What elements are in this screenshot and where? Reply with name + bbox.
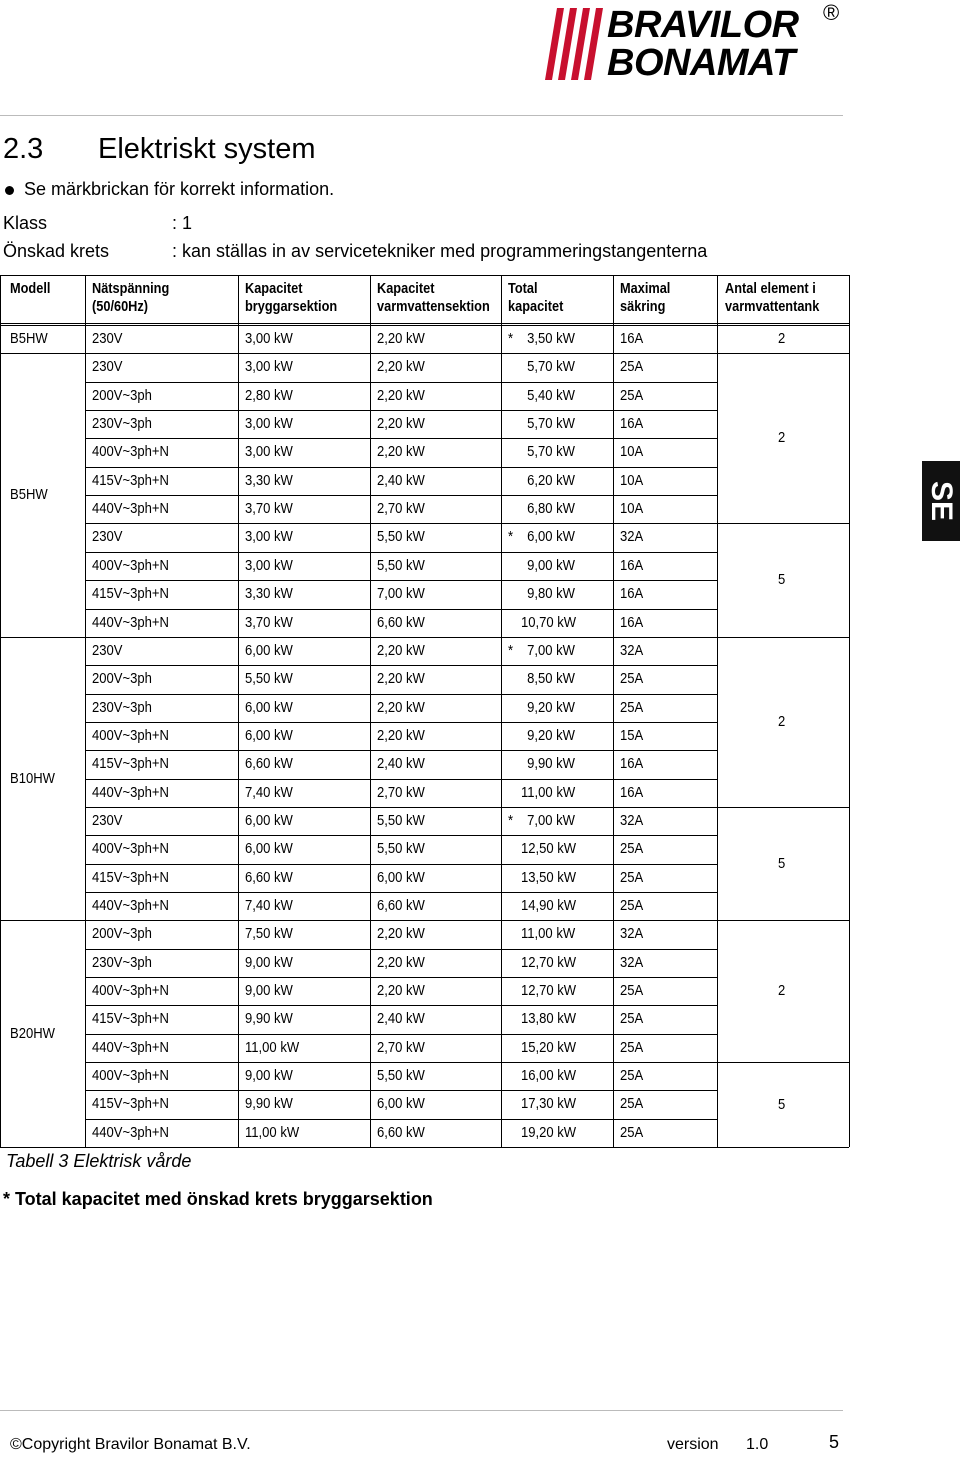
model-group-line (0, 637, 85, 638)
cell-water-capacity: 2,20 kW (377, 926, 425, 943)
cell-total-capacity: 9,20 kW (527, 727, 575, 744)
cell-max-fuse: 25A (620, 1096, 644, 1113)
cell-total-capacity: 9,90 kW (527, 756, 575, 773)
cell-voltage: 440V~3ph+N (92, 614, 169, 631)
cell-voltage: 415V~3ph+N (92, 472, 169, 489)
table-border-right (849, 275, 850, 1147)
cell-voltage: 415V~3ph+N (92, 586, 169, 603)
cell-elements: 5 (778, 855, 786, 872)
cell-total-capacity: 5,70 kW (527, 444, 575, 461)
table-row-line (85, 977, 717, 978)
cell-voltage: 230V (92, 812, 123, 829)
cell-elements: 5 (778, 572, 786, 589)
cell-voltage: 230V~3ph (92, 699, 152, 716)
cell-total-capacity: 16,00 kW (521, 1068, 577, 1085)
cell-voltage: 230V (92, 642, 123, 659)
cell-brew-capacity: 9,90 kW (245, 1011, 293, 1028)
cell-total-capacity: 11,00 kW (521, 926, 576, 943)
cell-voltage: 400V~3ph+N (92, 983, 169, 1000)
table-row-line (85, 1005, 717, 1006)
cell-brew-capacity: 3,70 kW (245, 614, 293, 631)
cell-water-capacity: 2,70 kW (377, 501, 425, 518)
cell-total-capacity: 9,00 kW (527, 557, 575, 574)
elements-group-line (717, 637, 849, 638)
cell-voltage: 415V~3ph+N (92, 756, 169, 773)
language-tab-label: SE (925, 480, 958, 522)
cell-brew-capacity: 9,90 kW (245, 1096, 293, 1113)
logo-stripes-icon (543, 8, 605, 80)
cell-elements: 5 (778, 1096, 786, 1113)
cell-star-marker: * (508, 812, 514, 829)
cell-brew-capacity: 6,00 kW (245, 642, 293, 659)
cell-water-capacity: 6,60 kW (377, 1124, 425, 1141)
table-row-line (85, 892, 717, 893)
registered-mark: ® (823, 0, 840, 25)
cell-max-fuse: 16A (620, 614, 644, 631)
cell-water-capacity: 2,20 kW (377, 416, 425, 433)
cell-voltage: 230V (92, 529, 123, 546)
cell-max-fuse: 16A (620, 756, 644, 773)
table-row-line (85, 920, 717, 921)
logo-line2: BONAMAT (607, 42, 795, 84)
cell-water-capacity: 2,20 kW (377, 954, 425, 971)
cell-max-fuse: 32A (620, 642, 644, 659)
table-row-line (85, 410, 717, 411)
cell-max-fuse: 25A (620, 1011, 644, 1028)
table-col-divider (501, 275, 502, 1147)
footnote: * Total kapacitet med önskad krets bryggarsektion (3, 1189, 433, 1209)
cell-brew-capacity: 9,00 kW (245, 1068, 293, 1085)
cell-brew-capacity: 3,00 kW (245, 444, 293, 461)
electrical-values-table (0, 275, 850, 1149)
cell-water-capacity: 2,20 kW (377, 444, 425, 461)
table-row-line (85, 467, 717, 468)
cell-elements: 2 (778, 331, 786, 348)
elements-group-line (717, 1147, 849, 1148)
table-row-line (85, 609, 717, 610)
cell-elements: 2 (778, 983, 786, 1000)
cell-max-fuse: 16A (620, 557, 644, 574)
cell-max-fuse: 25A (620, 1039, 644, 1056)
cell-brew-capacity: 6,00 kW (245, 727, 293, 744)
cell-total-capacity: 5,70 kW (527, 416, 575, 433)
table-row-line (85, 353, 717, 354)
cell-water-capacity: 2,70 kW (377, 784, 425, 801)
info-value-krets: : kan ställas in av servicetekniker med programmeringstangenterna (172, 241, 708, 261)
table-header-divider (0, 325, 849, 326)
cell-max-fuse: 16A (620, 331, 644, 347)
elements-group-line (717, 920, 849, 921)
cell-voltage: 440V~3ph+N (92, 1039, 169, 1056)
cell-total-capacity: 15,20 kW (521, 1039, 577, 1056)
cell-water-capacity: 2,40 kW (377, 472, 425, 489)
cell-total-capacity: 3,50 kW (527, 331, 575, 347)
table-row-line (85, 949, 717, 950)
cell-max-fuse: 25A (620, 841, 644, 858)
cell-water-capacity: 6,60 kW (377, 898, 425, 914)
table-row-line (85, 835, 717, 836)
cell-brew-capacity: 6,00 kW (245, 699, 293, 716)
cell-water-capacity: 2,40 kW (377, 756, 425, 773)
elements-group-line (717, 353, 849, 354)
cell-total-capacity: 17,30 kW (521, 1096, 577, 1113)
brand-logo (543, 0, 843, 84)
cell-max-fuse: 25A (620, 1068, 644, 1085)
table-row-line (85, 807, 717, 808)
footer-version-label: version (667, 1436, 719, 1453)
table-row-line (85, 382, 717, 383)
cell-max-fuse: 32A (620, 529, 644, 546)
header-model: Modell (10, 281, 51, 297)
table-row-line (85, 495, 717, 496)
info-label-klass: Klass (3, 213, 48, 233)
table-row-line (85, 864, 717, 865)
cell-voltage: 230V (92, 359, 123, 376)
header-divider (0, 115, 843, 116)
cell-max-fuse: 25A (620, 983, 644, 1000)
cell-voltage: 415V~3ph+N (92, 869, 169, 886)
table-header-divider (0, 323, 849, 324)
cell-voltage: 440V~3ph+N (92, 501, 169, 518)
cell-brew-capacity: 3,00 kW (245, 331, 293, 347)
cell-model: B5HW (10, 331, 48, 348)
table-row-line (85, 694, 717, 695)
cell-star-marker: * (508, 529, 514, 546)
cell-total-capacity: 7,00 kW (527, 812, 575, 829)
table-col-divider (238, 275, 239, 1147)
elements-group-line (717, 1062, 849, 1063)
cell-water-capacity: 2,20 kW (377, 983, 425, 1000)
cell-total-capacity: 14,90 kW (521, 898, 577, 914)
cell-total-capacity: 7,00 kW (527, 642, 575, 659)
table-row-line (85, 1147, 717, 1148)
cell-water-capacity: 2,20 kW (377, 387, 425, 404)
cell-model: B5HW (10, 487, 48, 504)
cell-brew-capacity: 3,00 kW (245, 529, 293, 546)
cell-max-fuse: 16A (620, 416, 644, 433)
header-elements: Antal element i varmvattentank (725, 281, 820, 315)
model-group-line (0, 920, 85, 921)
logo-line1: BRAVILOR (607, 4, 799, 46)
cell-brew-capacity: 7,40 kW (245, 784, 293, 801)
cell-max-fuse: 10A (620, 501, 644, 518)
cell-voltage: 400V~3ph+N (92, 444, 169, 461)
model-group-line (0, 1147, 85, 1148)
cell-water-capacity: 6,00 kW (377, 1096, 425, 1113)
cell-water-capacity: 2,40 kW (377, 1011, 425, 1028)
cell-water-capacity: 2,20 kW (377, 642, 425, 659)
cell-voltage: 230V (92, 331, 123, 347)
cell-max-fuse: 15A (620, 727, 644, 744)
cell-total-capacity: 19,20 kW (521, 1124, 577, 1141)
cell-total-capacity: 11,00 kW (521, 784, 576, 801)
cell-brew-capacity: 6,00 kW (245, 812, 293, 829)
cell-brew-capacity: 11,00 kW (245, 1124, 300, 1141)
cell-brew-capacity: 7,50 kW (245, 926, 293, 943)
cell-voltage: 200V~3ph (92, 387, 152, 404)
cell-voltage: 200V~3ph (92, 671, 152, 688)
cell-model: B10HW (10, 770, 55, 787)
cell-voltage: 440V~3ph+N (92, 898, 169, 914)
cell-total-capacity: 5,40 kW (527, 387, 575, 404)
cell-water-capacity: 5,50 kW (377, 557, 425, 574)
cell-total-capacity: 13,50 kW (521, 869, 577, 886)
cell-max-fuse: 16A (620, 586, 644, 603)
cell-star-marker: * (508, 642, 514, 659)
table-col-divider (370, 275, 371, 1147)
cell-brew-capacity: 6,00 kW (245, 841, 293, 858)
cell-elements: 2 (778, 430, 786, 447)
table-row-line (85, 1119, 717, 1120)
cell-max-fuse: 25A (620, 359, 644, 376)
cell-max-fuse: 25A (620, 869, 644, 886)
cell-total-capacity: 6,00 kW (527, 529, 575, 546)
cell-star-marker: * (508, 331, 514, 347)
table-col-divider (613, 275, 614, 1147)
cell-total-capacity: 13,80 kW (521, 1011, 577, 1028)
cell-total-capacity: 10,70 kW (521, 614, 577, 631)
model-group-line (0, 353, 85, 354)
cell-max-fuse: 32A (620, 812, 644, 829)
cell-voltage: 400V~3ph+N (92, 727, 169, 744)
table-row-line (85, 637, 717, 638)
table-row-line (85, 552, 717, 553)
cell-total-capacity: 6,80 kW (527, 501, 575, 518)
cell-total-capacity: 8,50 kW (527, 671, 575, 688)
footer-page-number: 5 (829, 1432, 840, 1452)
cell-max-fuse: 32A (620, 954, 644, 971)
cell-brew-capacity: 3,00 kW (245, 557, 293, 574)
language-tab (922, 461, 960, 541)
cell-voltage: 400V~3ph+N (92, 557, 169, 574)
table-row-line (85, 580, 717, 581)
table-row-line (85, 1090, 717, 1091)
footer-divider (0, 1410, 843, 1411)
section-number: 2.3 (3, 133, 44, 165)
cell-max-fuse: 32A (620, 926, 644, 943)
cell-water-capacity: 5,50 kW (377, 1068, 425, 1085)
cell-water-capacity: 2,20 kW (377, 359, 425, 376)
cell-total-capacity: 6,20 kW (527, 472, 575, 489)
cell-total-capacity: 9,80 kW (527, 586, 575, 603)
cell-brew-capacity: 6,60 kW (245, 756, 293, 773)
table-row-line (85, 438, 717, 439)
cell-voltage: 415V~3ph+N (92, 1011, 169, 1028)
cell-total-capacity: 9,20 kW (527, 699, 575, 716)
cell-water-capacity: 2,20 kW (377, 331, 425, 347)
cell-max-fuse: 25A (620, 1124, 644, 1141)
cell-brew-capacity: 3,30 kW (245, 472, 293, 489)
elements-group-line (717, 807, 849, 808)
cell-max-fuse: 10A (620, 444, 644, 461)
table-row-line (85, 1062, 717, 1063)
cell-max-fuse: 25A (620, 898, 644, 914)
cell-max-fuse: 16A (620, 784, 644, 801)
bullet-text: Se märkbrickan för korrekt information. (24, 179, 335, 199)
section-title: Elektriskt system (98, 133, 316, 165)
cell-water-capacity: 6,00 kW (377, 869, 425, 886)
table-row-line (85, 722, 717, 723)
info-value-klass: : 1 (172, 213, 193, 233)
table-col-divider (85, 275, 86, 1147)
footer-copyright: ©Copyright Bravilor Bonamat B.V. (10, 1436, 251, 1453)
cell-voltage: 440V~3ph+N (92, 1124, 169, 1141)
cell-water-capacity: 7,00 kW (377, 586, 425, 603)
cell-voltage: 230V~3ph (92, 416, 152, 433)
table-row-line (85, 523, 717, 524)
cell-brew-capacity: 2,80 kW (245, 387, 293, 404)
info-label-krets: Önskad krets (3, 241, 110, 261)
table-row-line (85, 1034, 717, 1035)
table-col-divider (717, 275, 718, 1147)
header-max-fuse: Maximal säkring (620, 281, 671, 315)
footer-version-number: 1.0 (746, 1436, 769, 1453)
cell-max-fuse: 25A (620, 671, 644, 688)
cell-voltage: 415V~3ph+N (92, 1096, 169, 1113)
cell-voltage: 400V~3ph+N (92, 1068, 169, 1085)
cell-brew-capacity: 5,50 kW (245, 671, 293, 688)
cell-total-capacity: 12,70 kW (521, 983, 577, 1000)
cell-water-capacity: 6,60 kW (377, 614, 425, 631)
cell-max-fuse: 10A (620, 472, 644, 489)
cell-voltage: 200V~3ph (92, 926, 152, 943)
cell-total-capacity: 12,50 kW (521, 841, 577, 858)
table-border-left (0, 275, 1, 1147)
cell-brew-capacity: 3,00 kW (245, 416, 293, 433)
table-row-line (85, 665, 717, 666)
cell-total-capacity: 12,70 kW (521, 954, 577, 971)
cell-model: B20HW (10, 1025, 55, 1042)
cell-voltage: 400V~3ph+N (92, 841, 169, 858)
header-voltage: Nätspänning (50/60Hz) (92, 281, 170, 315)
cell-water-capacity: 5,50 kW (377, 812, 425, 829)
table-caption: Tabell 3 Elektrisk vårde (6, 1151, 192, 1171)
cell-water-capacity: 2,20 kW (377, 671, 425, 688)
cell-voltage: 230V~3ph (92, 954, 152, 971)
cell-max-fuse: 25A (620, 387, 644, 404)
cell-water-capacity: 2,70 kW (377, 1039, 425, 1056)
cell-brew-capacity: 3,30 kW (245, 586, 293, 603)
cell-brew-capacity: 3,70 kW (245, 501, 293, 518)
cell-water-capacity: 5,50 kW (377, 841, 425, 858)
cell-max-fuse: 25A (620, 699, 644, 716)
header-total-capacity: Total kapacitet (508, 281, 564, 315)
cell-brew-capacity: 9,00 kW (245, 983, 293, 1000)
cell-brew-capacity: 3,00 kW (245, 359, 293, 376)
header-water-capacity: Kapacitet varmvattensektion (377, 281, 490, 315)
cell-brew-capacity: 6,60 kW (245, 869, 293, 886)
cell-water-capacity: 2,20 kW (377, 699, 425, 716)
bullet-icon (5, 186, 14, 195)
cell-elements: 2 (778, 713, 786, 730)
cell-water-capacity: 5,50 kW (377, 529, 425, 546)
cell-brew-capacity: 9,00 kW (245, 954, 293, 971)
cell-voltage: 440V~3ph+N (92, 784, 169, 801)
cell-brew-capacity: 11,00 kW (245, 1039, 300, 1056)
header-brew-capacity: Kapacitet bryggarsektion (245, 281, 338, 315)
cell-total-capacity: 5,70 kW (527, 359, 575, 376)
cell-water-capacity: 2,20 kW (377, 727, 425, 744)
cell-brew-capacity: 7,40 kW (245, 898, 293, 914)
table-row-line (85, 750, 717, 751)
elements-group-line (717, 523, 849, 524)
table-row-line (85, 779, 717, 780)
logo-wordmark (607, 6, 799, 82)
table-border-top (0, 275, 849, 276)
